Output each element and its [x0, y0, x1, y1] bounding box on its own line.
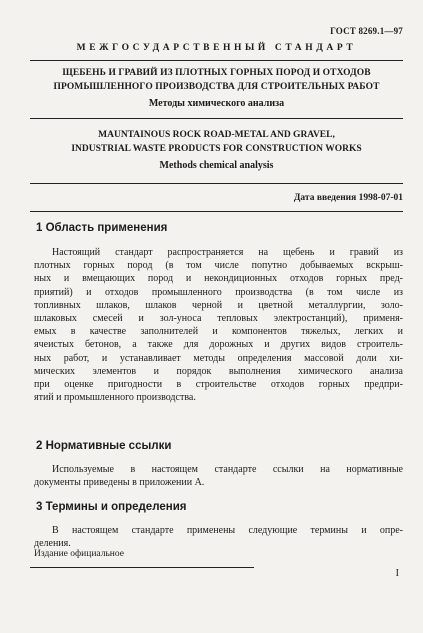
date-rule — [30, 211, 403, 212]
text-line: шлаковых смесей и зол-уноса тепловых электростанций), применя- — [34, 313, 403, 325]
en-title-rule — [30, 183, 403, 184]
ru-title-line: ПРОМЫШЛЕННОГО ПРОИЗВОДСТВА ДЛЯ СТРОИТЕЛЬНЫХ РАБОТ — [53, 82, 380, 92]
official-edition-note: Издание официальное — [34, 549, 124, 559]
gost-code: ГОСТ 8269.1—97 — [330, 26, 403, 36]
ru-title — [26, 66, 407, 94]
text-line: топливных шлаков, шлаков черной и цветной металлургии, золо- — [34, 299, 403, 311]
section-text-references — [34, 463, 403, 489]
text-line: документы приведены в приложении А. — [34, 477, 205, 489]
text-line: при оценке пригодности в строительстве отходов горных предпри- — [34, 379, 403, 391]
text-line: Настоящий стандарт распространяется на щебень и гравий из — [52, 247, 403, 258]
section-text-scope — [34, 246, 403, 404]
text-line: ных работ, и устанавливает методы определения массовой доли хи- — [34, 352, 403, 364]
ru-title-line: ЩЕБЕНЬ И ГРАВИЙ ИЗ ПЛОТНЫХ ГОРНЫХ ПОРОД И ОТХОДОВ — [62, 68, 371, 78]
standard-title: МЕЖГОСУДАРСТВЕННЫЙ СТАНДАРТ — [76, 43, 357, 53]
text-line: приятий) и отходов промышленного производства (в том числе из — [34, 286, 403, 298]
section-heading-scope: 1 Область применения — [36, 222, 168, 234]
text-line: деления. — [34, 538, 71, 550]
en-title-line: MAUNTAINOUS ROCK ROAD-METAL AND GRAVEL, — [98, 130, 335, 140]
ru-subtitle: Методы химического анализа — [148, 98, 285, 109]
section-heading-references: 2 Нормативные ссылки — [36, 440, 172, 452]
text-line: емых в качестве заполнителей и компонентов тяжелых, легких и — [34, 326, 403, 338]
text-line: плотных горных пород (в том числе попутно добываемых вскрыш- — [34, 260, 403, 272]
text-line: ятий и промышленного производства. — [34, 392, 196, 404]
text-line: Используемые в настоящем стандарте ссылки на нормативные — [52, 464, 403, 475]
text-line: ных и вмещающих пород и некондиционных отходов горных пред- — [34, 273, 403, 285]
intro-date: Дата введения 1998-07-01 — [293, 193, 403, 203]
text-line: В настоящем стандарте применены следующие термины и опре- — [52, 525, 403, 536]
section-text-terms — [34, 524, 403, 550]
footer-rule — [30, 567, 254, 568]
text-line: ячеистых бетонов, а также для дорожных и других видов строитель- — [34, 339, 403, 351]
en-title — [26, 128, 407, 156]
title-rule — [30, 60, 403, 61]
ru-title-rule — [30, 118, 403, 119]
section-heading-terms: 3 Термины и определения — [36, 501, 187, 513]
en-title-line: INDUSTRIAL WASTE PRODUCTS FOR CONSTRUCTION WORKS — [71, 144, 362, 154]
page-number: I — [395, 568, 399, 579]
text-line: мических элементов и порядок выполнения химического анализа — [34, 365, 403, 377]
en-subtitle: Methods chemical analysis — [159, 160, 274, 171]
